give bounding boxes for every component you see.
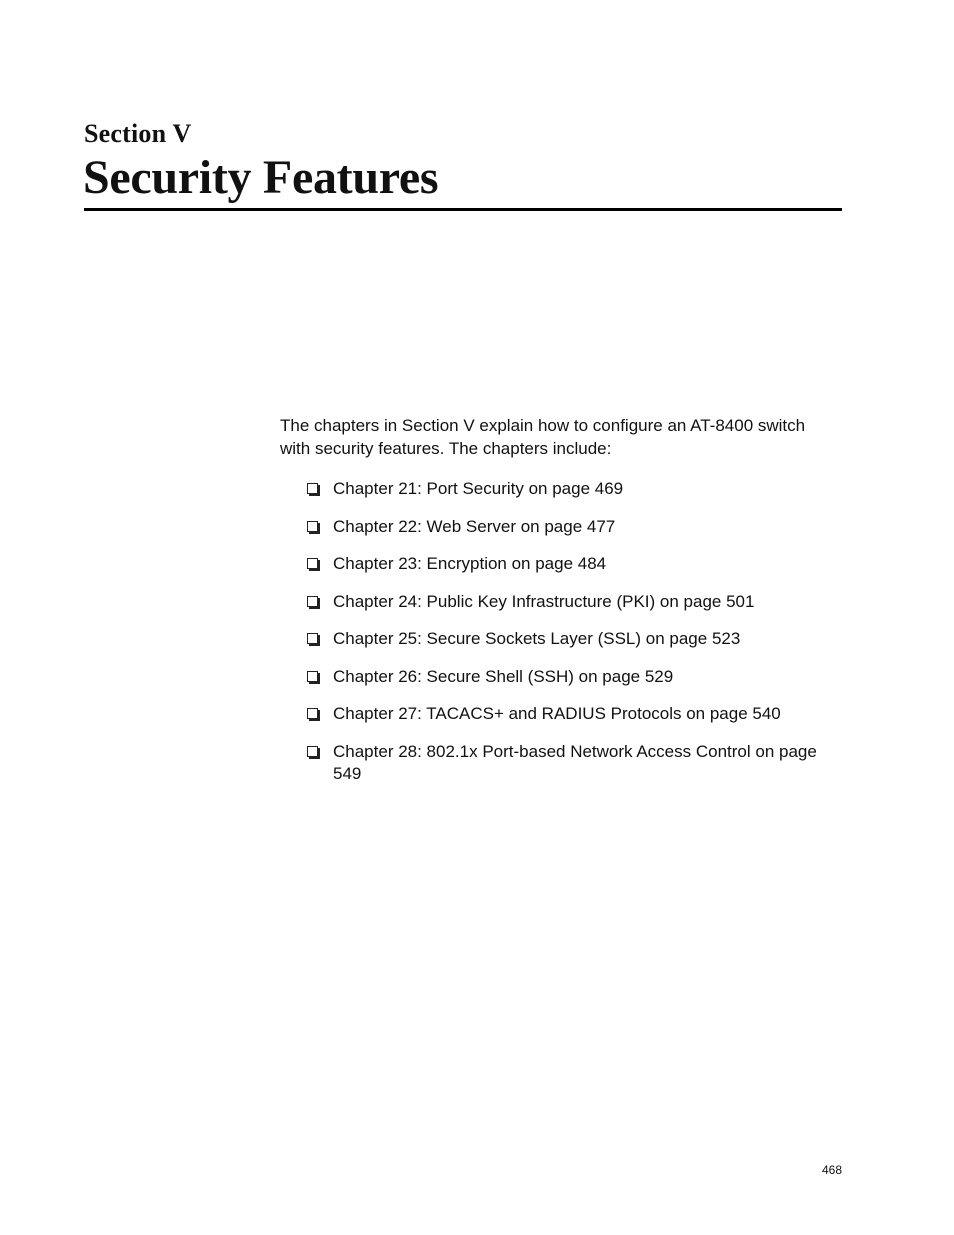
list-item[interactable] [307,666,842,689]
checkbox-icon [307,671,318,682]
intro-paragraph: The chapters in Section V explain how to configure an AT-8400 switch with security features. The chapters include: [280,416,806,458]
chapter-link-26[interactable]: Chapter 26: Secure Shell (SSH) on page 529 [333,666,674,686]
list-item[interactable] [307,741,842,786]
list-item[interactable] [307,516,842,539]
checkbox-icon [307,521,318,532]
list-item[interactable] [307,703,842,726]
checkbox-icon [307,746,318,757]
chapter-link-25[interactable]: Chapter 25: Secure Sockets Layer (SSL) on page 523 [333,629,741,648]
checkbox-icon [307,483,318,494]
chapter-link-27[interactable]: Chapter 27: TACACS+ and RADIUS Protocols on page 540 [333,704,781,723]
chapter-link-21[interactable]: Chapter 21: Port Security on page 469 [333,479,624,498]
chapter-list [307,478,842,801]
checkbox-icon [307,596,318,607]
chapter-link-28[interactable]: Chapter 28: 802.1x Port-based Network Access Control on page 549 [333,741,817,783]
list-item[interactable] [307,628,842,651]
section-label: Section V [84,119,192,148]
checkbox-icon [307,633,318,644]
chapter-link-23[interactable]: Chapter 23: Encryption on page 484 [333,554,607,573]
chapter-link-24[interactable]: Chapter 24: Public Key Infrastructure (PKI) on page 501 [333,591,755,611]
checkbox-icon [307,558,318,569]
chapter-link-22[interactable]: Chapter 22: Web Server on page 477 [333,516,616,536]
title-divider [84,208,842,211]
list-item[interactable] [307,478,842,501]
page-title: Security Features [83,151,439,204]
page-number: 468 [821,1163,842,1177]
checkbox-icon [307,708,318,719]
list-item[interactable] [307,553,842,576]
list-item[interactable] [307,591,842,614]
